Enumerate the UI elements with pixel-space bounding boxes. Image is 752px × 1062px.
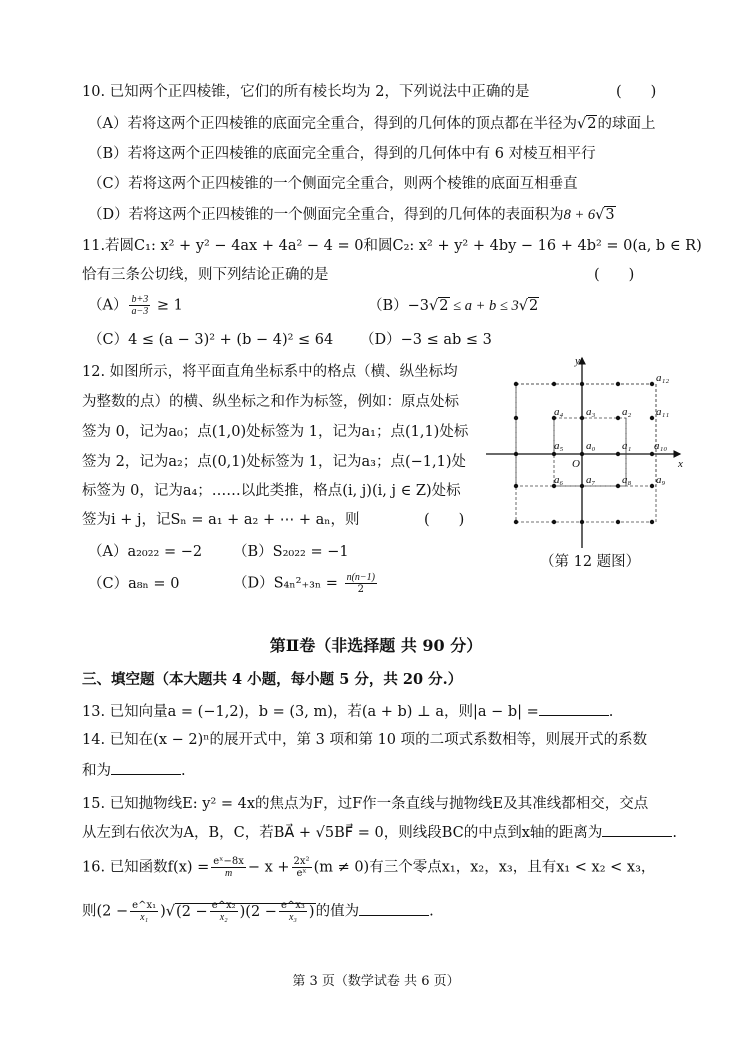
q12-option-c: （C）a₈ₙ = 0	[88, 576, 180, 592]
label-a12: a₁₂	[656, 372, 670, 384]
q11-option-c: （C）4 ≤ (a − 3)² + (b − 4)² ≤ 64	[88, 332, 334, 348]
q12-option-b: （B）S₂₀₂₂ = −1	[233, 544, 349, 560]
q12-line4: 签为 2，记为a₂；点(0,1)处标签为 1，记为a₃；点(−1,1)处	[82, 454, 466, 470]
label-a7: a₇	[586, 474, 596, 486]
label-a3: a₃	[586, 406, 596, 418]
q10-option-b: （B）若将这两个正四棱锥的底面完全重合，得到的几何体中有 6 对棱互相平行	[88, 146, 596, 162]
point-a2	[616, 416, 620, 420]
q13-answer-blank[interactable]	[539, 701, 609, 716]
lattice-point	[650, 520, 654, 524]
q16-answer-blank[interactable]	[359, 901, 429, 916]
x-axis-label: x	[678, 458, 683, 470]
q14-line1: 14. 已知在(x − 2)ⁿ的展开式中，第 3 项和第 10 项的二项式系数相等，则展开式的系数	[82, 732, 648, 748]
q11-option-a: （A） $\frac{b+3}{a-3}$ ≥ 1	[88, 294, 183, 317]
point-a10	[650, 452, 654, 456]
lattice-point	[580, 520, 584, 524]
lattice-point	[552, 520, 556, 524]
q14-line2: 和为 .	[82, 760, 186, 781]
label-a2: a₂	[622, 406, 632, 418]
q15-line2: 从左到右依次为A，B，C，若BA⃗ + √5BF⃗ = 0，则线段BC的中点到x轴的距离为 .	[82, 822, 677, 843]
q13-text: 13. 已知向量a = (−1,2)，b = (3, m)，若(a + b) ⊥ a，则|a − b| = .	[82, 701, 613, 722]
q11-stem-line1: 11.若圆C₁: x² + y² − 4ax + 4a² − 4 = 0和圆C₂: x² + y² + 4by − 16 + 4b² = 0(a, b ∈ R)	[82, 238, 702, 254]
q12-line2: 为整数的点）的横、纵坐标之和作为标签，例如：原点处标	[82, 394, 459, 410]
q16-line2: 则(2 − $\frac{\text{e\textasciicircum{}x₁}}{\text{x₁}}$ )√(2 − $\frac{\text{e\textasciicircum{}x₂}}{\text{x₂}}$ )(2 − $\frac{\text{e\textasciicircum{}x₃}}{\text{x₃}}$ )的值为 .	[82, 900, 434, 923]
part2-title: 第Ⅱ卷（非选择题 共 90 分）	[269, 636, 483, 655]
q15-line1: 15. 已知抛物线E: y² = 4x的焦点为F，过F作一条直线与抛物线E及其准线都相交，交点	[82, 796, 649, 812]
q16-line1: 16. 已知函数f(x) = $\frac{\text{eˣ−8x}}{m}$ − x + $\frac{\text{2x²}}{\text{eˣ}}$ (m ≠ 0)有三个零点x₁，x₂，x₃，且有x₁ < x₂ < x₃，	[82, 856, 656, 879]
lattice-point	[616, 520, 620, 524]
label-a6: a₆	[554, 474, 564, 486]
point-a9	[650, 484, 654, 488]
label-a8: a₈	[622, 474, 632, 486]
point-a7	[580, 484, 584, 488]
q10-option-a: （A）若将这两个正四棱锥的底面完全重合，得到的几何体的顶点都在半径为√2的球面上	[88, 116, 656, 132]
q12-lattice-figure	[482, 352, 688, 552]
label-a0: a₀	[586, 440, 596, 452]
q10-answer-paren: ( )	[616, 84, 657, 100]
section3-heading: 三、填空题（本大题共 4 小题，每小题 5 分，共 20 分.）	[82, 671, 463, 688]
label-a9: a₉	[656, 474, 666, 486]
lattice-point	[514, 416, 518, 420]
lattice-point	[514, 484, 518, 488]
q11-answer-paren: ( )	[594, 267, 635, 283]
point-a12	[650, 382, 654, 386]
point-a8	[616, 484, 620, 488]
lattice-point	[616, 382, 620, 386]
q12-option-a: （A）a₂₀₂₂ = −2	[88, 544, 203, 560]
q11-option-b: （B）−3√2 ≤ a + b ≤ 3√2	[368, 298, 539, 314]
label-a1: a₁	[622, 440, 632, 452]
y-axis-label: y	[575, 355, 580, 367]
point-a1	[616, 452, 620, 456]
q12-answer-paren: ( )	[424, 512, 465, 528]
q10-option-d: （D）若将这两个正四棱锥的一个侧面完全重合，得到的几何体的表面积为8 + 6√3	[88, 207, 615, 223]
point-a5	[552, 452, 556, 456]
point-a0	[580, 452, 584, 456]
page-footer: 第 3 页（数学试卷 共 6 页）	[292, 974, 460, 989]
q12-figure-caption: （第 12 题图）	[540, 554, 641, 570]
lattice-point	[514, 520, 518, 524]
lattice-point	[514, 382, 518, 386]
label-a10: a₁₀	[654, 440, 668, 452]
lattice-point	[580, 382, 584, 386]
middle-square	[516, 384, 656, 486]
lattice-point	[552, 382, 556, 386]
q12-option-d: （D）S₄ₙ²₊₃ₙ = $\frac{n(n-1)}{2}$	[233, 572, 375, 595]
label-a5: a₅	[554, 440, 564, 452]
point-a11	[650, 416, 654, 420]
label-a11: a₁₁	[656, 406, 670, 418]
q15-answer-blank[interactable]	[602, 822, 672, 837]
label-a4: a₄	[554, 406, 564, 418]
lattice-point	[514, 452, 518, 456]
q11-option-d: （D）−3 ≤ ab ≤ 3	[360, 332, 492, 348]
q10-option-c: （C）若将这两个正四棱锥的一个侧面完全重合，则两个棱锥的底面互相垂直	[88, 176, 578, 192]
outer-square	[516, 384, 656, 522]
point-a3	[580, 416, 584, 420]
q12-line6: 签为i + j，记Sₙ = a₁ + a₂ + ⋯ + aₙ，则	[82, 512, 360, 528]
origin-label: O	[572, 458, 580, 470]
q11-stem-line2: 恰有三条公切线，则下列结论正确的是	[82, 267, 329, 283]
q12-line1: 12. 如图所示，将平面直角坐标系中的格点（横、纵坐标均	[82, 364, 458, 380]
q12-line5: 标签为 0，记为a₄；……以此类推，格点(i, j)(i, j ∈ Z)处标	[82, 483, 461, 499]
q10-stem: 10. 已知两个正四棱锥，它们的所有棱长均为 2，下列说法中正确的是	[82, 84, 530, 100]
q14-answer-blank[interactable]	[111, 760, 181, 775]
q12-line3: 签为 0，记为a₀；点(1,0)处标签为 1，记为a₁；点(1,1)处标	[82, 424, 469, 440]
